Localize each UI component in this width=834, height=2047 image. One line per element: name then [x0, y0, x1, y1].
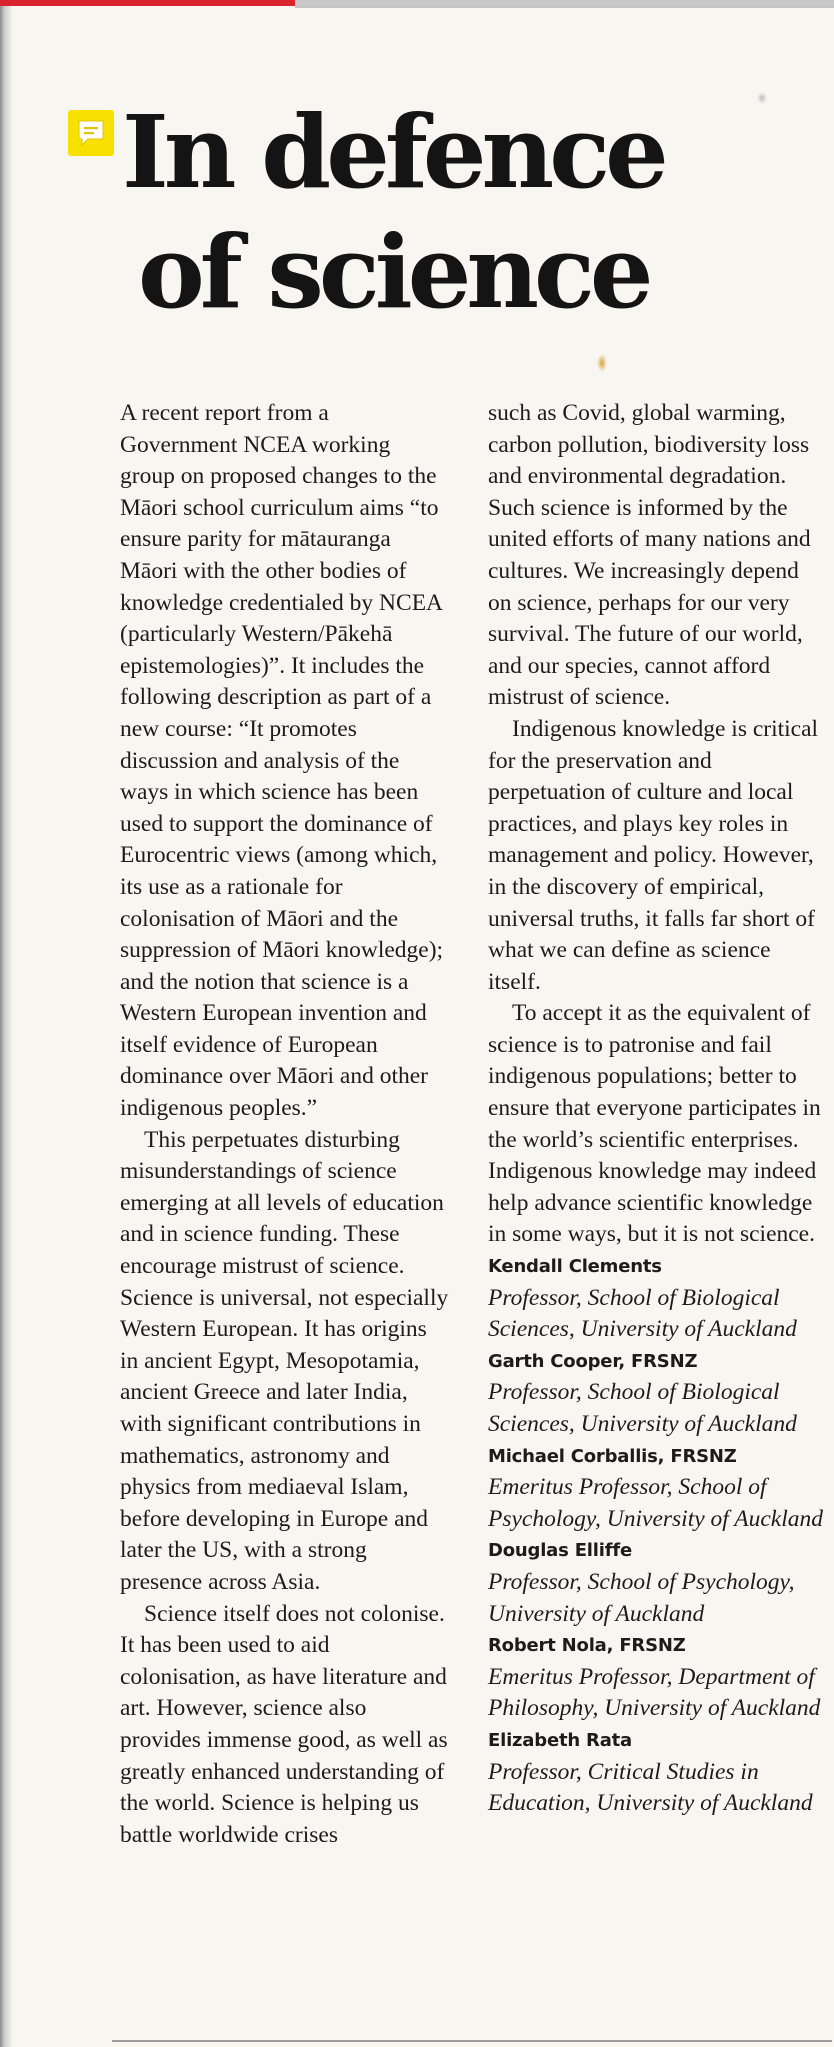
- article-headline: [122, 92, 822, 332]
- signatory-name: Kendall Clements: [488, 1256, 662, 1278]
- signatory-list: [488, 1251, 828, 1820]
- signatory-title: Professor, School of Biological Sciences, University of Auckland: [488, 1284, 797, 1343]
- paragraph-5: To accept it as the equivalent of science is to patronise and fail indigenous populations; better to ensure that everyone participates in the world’s scientific enterprises. Indigenous knowledge may indeed help advance scientific knowledge in some ways, but it is not science.: [488, 1000, 821, 1248]
- paragraph-2: This perpetuates disturbing misunderstandings of science emerging at all levels of education and in science funding. These encourage mistrust of science. Science is universal, not especially Western European. It has origins in ancient Egypt, Mesopotamia, ancient Greece and later India, with significant contributions in mathematics, astronomy and physics from mediaeval Islam, before developing in Europe and later the US, with a strong presence across Asia.: [120, 1126, 449, 1595]
- comment-icon-glyph: [75, 117, 107, 149]
- print-speck: [597, 354, 607, 372]
- paragraph-3: Science itself does not colonise. It has been used to aid colonisation, as have literature and art. However, science also provides immense good, as well as greatly enhanced understanding of the world. Science is helping us battle worldwide crises: [120, 1600, 448, 1848]
- signatory-name: Garth Cooper, FRSNZ: [488, 1350, 698, 1372]
- signatory-name: Michael Corballis, FRSNZ: [488, 1445, 737, 1467]
- comment-icon[interactable]: [68, 110, 114, 156]
- article-right-column: [488, 398, 828, 1820]
- signatory-title: Emeritus Professor, School of Psychology, University of Auckland: [488, 1474, 824, 1532]
- paragraph-1: A recent report from a Government NCEA working group on proposed changes to the Māori school curriculum aims “to ensure parity for mātauranga Māori with the other bodies of knowledge credentialed by NCEA (particularly Western/Pākehā epistemologies)”. It includes the following description as part of a new course: “It promotes discussion and analysis of the ways in which science has been used to support the dominance of Eurocentric views (among which, its use as a rationale for colonisation of Māori and the suppression of Māori knowledge); and the notion that science is a Western European invention and itself evidence of European dominance over Māori and other indigenous peoples.”: [120, 400, 444, 1122]
- signatory-title: Professor, School of Psychology, University of Auckland: [488, 1568, 795, 1627]
- article-left-column: [120, 398, 450, 1851]
- headline-line-2: of science: [138, 213, 649, 331]
- signatory-name: Douglas Elliffe: [488, 1540, 632, 1562]
- signatory-title: Professor, Critical Studies in Education, University of Auckland: [488, 1758, 813, 1817]
- headline-line-1: In defence: [122, 93, 664, 211]
- bottom-rule: [112, 2040, 832, 2042]
- top-rule-divider: [295, 6, 834, 8]
- signatory-title: Professor, School of Biological Sciences, University of Auckland: [488, 1379, 797, 1437]
- signatory-title: Emeritus Professor, Department of Philosophy, University of Auckland: [488, 1663, 821, 1722]
- signatory-name: Elizabeth Rata: [488, 1729, 632, 1751]
- page-edge: [0, 0, 12, 2047]
- paragraph-3-continued: such as Covid, global warming, carbon pollution, biodiversity loss and environmental degradation. Such science is informed by the united efforts of many nations and cultures. We increasingly depend on science, perhaps for our very survival. The future of our world, and our species, cannot afford mistrust of science.: [488, 400, 811, 711]
- signatory-name: Robert Nola, FRSNZ: [488, 1635, 686, 1657]
- paragraph-4: Indigenous knowledge is critical for the preservation and perpetuation of culture and local practices, and plays key roles in management and policy. However, in the discovery of empirical, universal truths, it falls far short of what we can define as science itself.: [488, 715, 819, 995]
